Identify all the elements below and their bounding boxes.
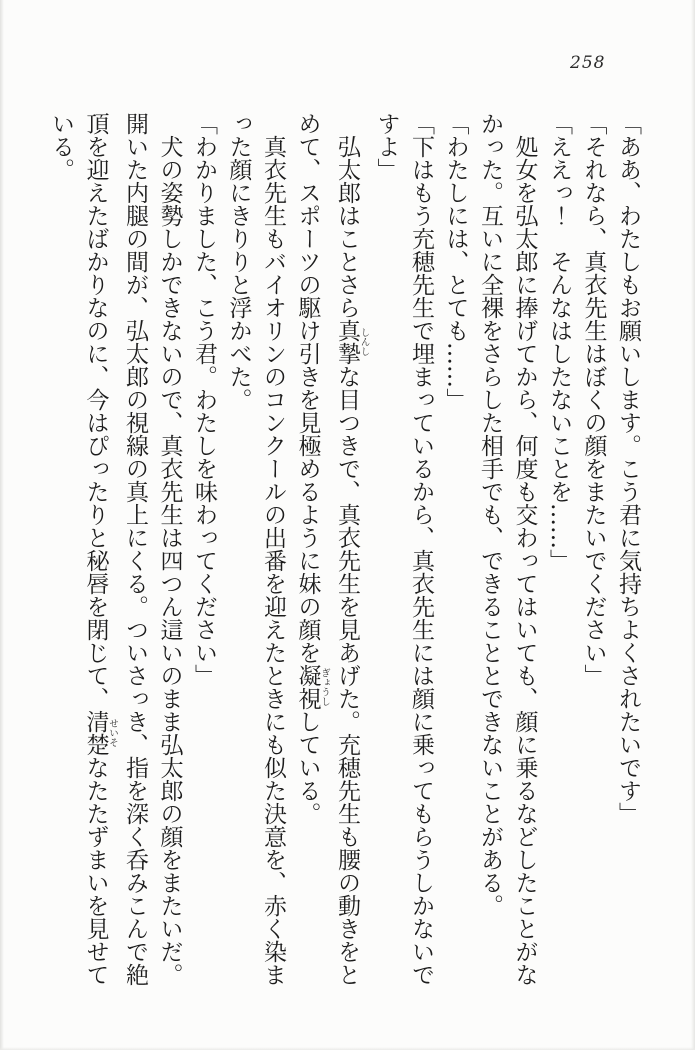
text-line: 頂を迎えたばかりなのに、今はぴったりと秘唇を閉じて、清楚せいそなたたずまいを見せて <box>82 112 118 986</box>
text-line: 真衣先生もバイオリンのコンクールの出番を迎えたときにも似た決意を、赤く染ま <box>260 112 286 986</box>
furigana: せいそ <box>107 710 118 756</box>
ruby-annotated-word: 清楚せいそ <box>82 710 118 756</box>
ruby-annotated-word: 真摯しんし <box>334 319 370 365</box>
text-line: 処女を弘太郎に捧げてから、何度も交わってはいても、顔に乗るなどしたことがな <box>511 112 538 986</box>
page-edge-left <box>0 0 4 1050</box>
text-line: 弘太郎はことさら真摯しんしな目つきで、真衣先生を見あげた。充穂先生も腰の動きをと <box>334 112 370 986</box>
text-line: 「わたしには、とても……」 <box>442 112 469 411</box>
furigana: しんし <box>358 319 370 365</box>
text-line: すよ」 <box>373 112 400 181</box>
page-number: 258 <box>570 53 606 73</box>
text-line: 「わかりました、こう君。わたしを味わってください」 <box>191 112 217 687</box>
text-line: 「ああ、わたしもお願いします。こう君に気持ちよくされたいです」 <box>615 112 641 825</box>
ruby-annotated-word: 凝視ぎょうし <box>294 664 330 710</box>
text-line: った顔にきりりと浮かべた。 <box>225 112 252 411</box>
text-line: 「それなら、真衣先生はぼくの顔をまたいでください」 <box>580 112 607 687</box>
text-line: 「ええっ！ そんなはしたないことを……」 <box>546 112 572 572</box>
text-line: 開いた内腿の間が、弘太郎の視線の真上にくる。ついさっき、指を深く呑みこんで絶 <box>122 112 148 986</box>
text-line: かった。互いに全裸をさらした相手でも、できることとできないことがある。 <box>477 112 503 917</box>
text-line: 「下はもう充穂先生で埋まっているから、真衣先生には顔に乗ってもらうしかないで <box>408 112 434 986</box>
page-edge-right <box>691 0 695 1050</box>
text-block <box>48 112 645 1004</box>
text-line: いる。 <box>48 112 74 181</box>
text-line: めて、スポーツの駆け引きを見極めるように妹の顔を凝視ぎょうししている。 <box>294 112 330 825</box>
furigana: ぎょうし <box>319 664 330 710</box>
text-line: 犬の姿勢しかできないので、真衣先生は四つん這いのまま弘太郎の顔をまたいだ。 <box>156 112 183 986</box>
